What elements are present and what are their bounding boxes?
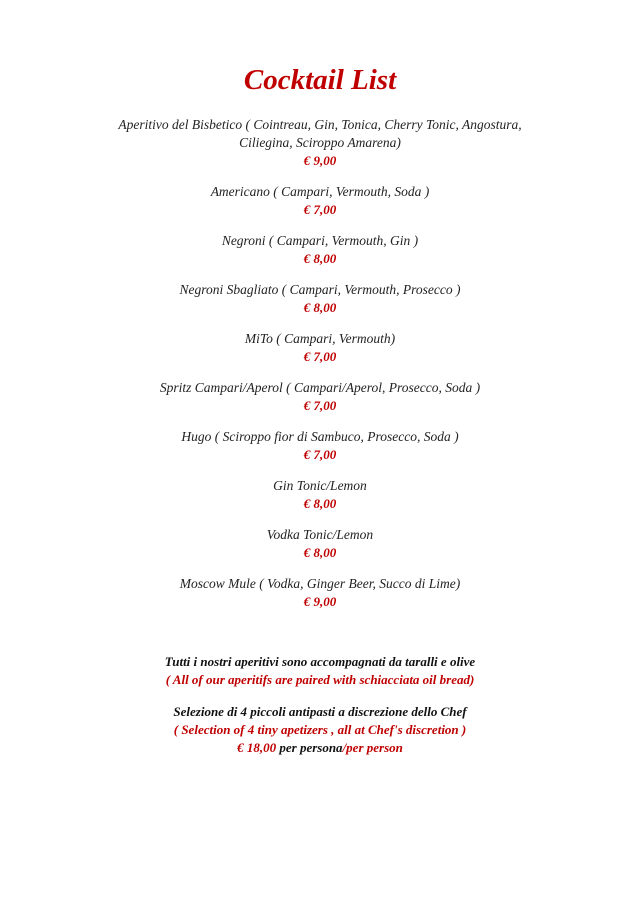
cocktail-price: € 7,00 xyxy=(303,202,337,217)
cocktail-item xyxy=(0,116,640,170)
cocktail-item xyxy=(0,575,640,611)
cocktail-description: Spritz Campari/Aperol ( Campari/Aperol, Prosecco, Soda ) xyxy=(159,380,481,395)
page-title: Cocktail List xyxy=(243,64,397,96)
cocktail-list xyxy=(0,116,640,624)
cocktail-price: € 8,00 xyxy=(303,496,337,511)
cocktail-description: Vodka Tonic/Lemon xyxy=(266,527,374,542)
aperitifs-note-en: ( All of our aperitifs are paired with schiacciata oil bread) xyxy=(165,672,475,687)
aperitifs-note-it: Tutti i nostri aperitivi sono accompagnati da taralli e olive xyxy=(164,654,476,669)
cocktail-description: Ciliegina, Sciroppo Amarena) xyxy=(239,135,401,150)
menu-notes xyxy=(0,653,640,757)
cocktail-description: Americano ( Campari, Vermouth, Soda ) xyxy=(210,184,430,199)
cocktail-description: Hugo ( Sciroppo fior di Sambuco, Prosecco, Soda ) xyxy=(181,429,459,444)
cocktail-item xyxy=(0,428,640,464)
cocktail-item xyxy=(0,281,640,317)
cocktail-description: MiTo ( Campari, Vermouth) xyxy=(244,331,396,346)
antipasti-note-it: Selezione di 4 piccoli antipasti a discrezione dello Chef xyxy=(173,704,467,719)
cocktail-item xyxy=(0,379,640,415)
cocktail-item xyxy=(0,330,640,366)
cocktail-price: € 7,00 xyxy=(303,398,337,413)
cocktail-item xyxy=(0,526,640,562)
cocktail-price: € 8,00 xyxy=(303,300,337,315)
cocktail-description: Moscow Mule ( Vodka, Ginger Beer, Succo di Lime) xyxy=(179,576,461,591)
cocktail-price: € 7,00 xyxy=(303,447,337,462)
cocktail-description: Negroni Sbagliato ( Campari, Vermouth, Prosecco ) xyxy=(179,282,461,297)
antipasti-price: € 18,00 xyxy=(237,740,277,755)
cocktail-description: Negroni ( Campari, Vermouth, Gin ) xyxy=(221,233,419,248)
cocktail-price: € 9,00 xyxy=(303,153,337,168)
cocktail-item xyxy=(0,183,640,219)
cocktail-price: € 8,00 xyxy=(303,545,337,560)
cocktail-description: Gin Tonic/Lemon xyxy=(273,478,367,493)
antipasti-note-en: ( Selection of 4 tiny apetizers , all at Chef's discretion ) xyxy=(173,722,467,737)
cocktail-item xyxy=(0,477,640,513)
antipasti-price-line xyxy=(0,739,640,757)
cocktail-price: € 9,00 xyxy=(303,594,337,609)
cocktail-price: € 8,00 xyxy=(303,251,337,266)
per-person-it: per persona xyxy=(276,740,343,755)
per-person-en: /per person xyxy=(342,740,403,755)
cocktail-price: € 7,00 xyxy=(303,349,337,364)
cocktail-description: Aperitivo del Bisbetico ( Cointreau, Gin, Tonica, Cherry Tonic, Angostura, xyxy=(118,117,522,132)
cocktail-item xyxy=(0,232,640,268)
